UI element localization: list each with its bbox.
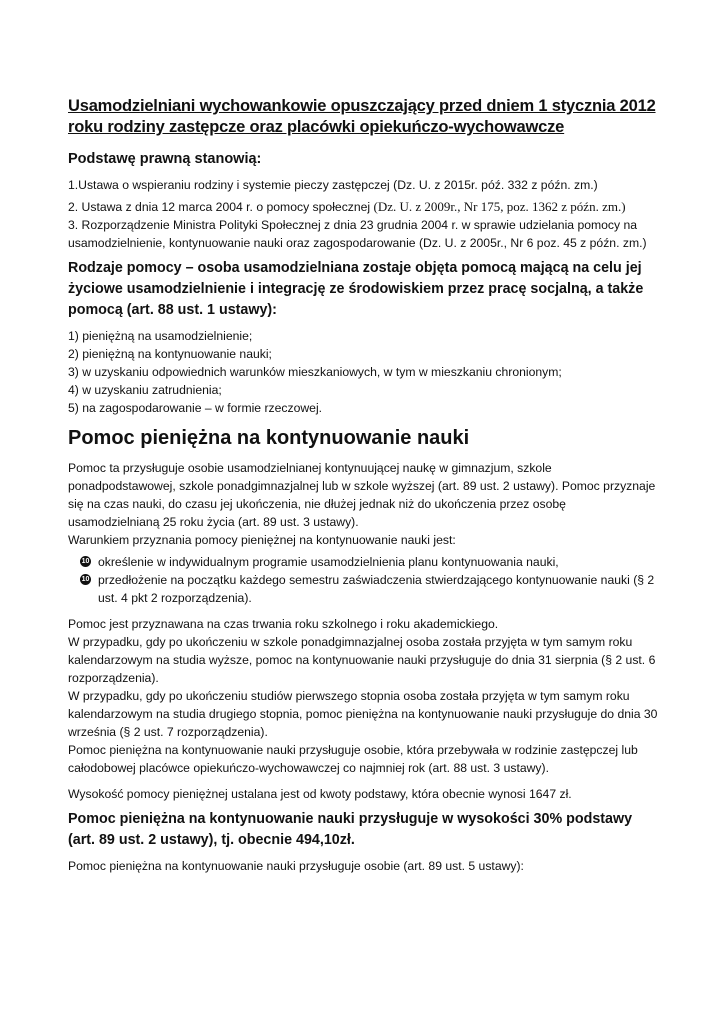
conditions-intro: Warunkiem przyznania pomocy pieniężnej na kontynuowanie nauki jest: bbox=[68, 533, 456, 547]
conditions-list bbox=[68, 553, 658, 607]
document-title: Usamodzielniani wychowankowie opuszczający przed dniem 1 stycznia 2012 roku rodziny zastępcze oraz placówki opiekuńczo-wychowawcze bbox=[68, 97, 656, 136]
numbered-bullet-icon: 10 bbox=[81, 576, 90, 583]
paragraph-entitled: Pomoc pieniężna na kontynuowanie nauki przysługuje osobie (art. 89 ust. 5 ustawy): bbox=[68, 859, 524, 873]
condition-text: określenie w indywidualnym programie usamodzielnienia planu kontynuowania nauki, bbox=[98, 555, 559, 569]
list-item: 4) w uzyskaniu zatrudnienia; bbox=[68, 383, 222, 397]
document-page bbox=[68, 96, 658, 879]
paragraph-base-amount: Wysokość pomocy pieniężnej ustalana jest od kwoty podstawy, która obecnie wynosi 1647 zł. bbox=[68, 787, 572, 801]
paragraph-second-degree: W przypadku, gdy po ukończeniu studiów pierwszego stopnia osoba została przyjęta w tym samym roku kalendarzowym na studia drugiego stopnia, pomoc pieniężna na kontynuowanie nauki przysługuje do dnia 30 września (§ 2 ust. 7 rozporządzenia). bbox=[68, 689, 658, 739]
section-heading: Pomoc pieniężna na kontynuowanie nauki bbox=[68, 427, 470, 449]
types-list bbox=[68, 327, 658, 417]
legal-basis-item-2 bbox=[68, 198, 658, 216]
paragraph-first-degree: W przypadku, gdy po ukończeniu w szkole ponadgimnazjalnej osoba została przyjęta w tym samym roku kalendarzowym na studia wyższe, pomoc na kontynuowanie nauki przysługuje do dnia 31 sierpnia (§ 2 ust. 6 rozporządzenia). bbox=[68, 635, 656, 685]
amount-heading: Pomoc pieniężna na kontynuowanie nauki przysługuje w wysokości 30% podstawy (art. 89 ust. 2 ustawy), tj. obecnie 494,10zł. bbox=[68, 811, 633, 848]
legal-basis-item-1: 1.Ustawa o wspieraniu rodziny i systemie pieczy zastępczej (Dz. U. z 2015r. póź. 332 z późn. zm.) bbox=[68, 178, 598, 192]
list-item: 1) pieniężną na usamodzielnienie; bbox=[68, 329, 253, 343]
paragraph-eligibility: Pomoc pieniężna na kontynuowanie nauki przysługuje osobie, która przebywała w rodzinie zastępczej lub całodobowej placówce opiekuńczo-wychowawczej co najmniej rok (art. 88 ust. 3 ustawy). bbox=[68, 743, 638, 775]
list-item: 3) w uzyskaniu odpowiednich warunków mieszkaniowych, w tym w mieszkaniu chronionym; bbox=[68, 365, 562, 379]
list-item: 2) pieniężną na kontynuowanie nauki; bbox=[68, 347, 272, 361]
condition-text: przedłożenie na początku każdego semestru zaświadczenia stwierdzającego kontynuowanie nauki (§ 2 ust. 4 pkt 2 rozporządzenia). bbox=[98, 573, 655, 605]
numbered-bullet-icon: 10 bbox=[81, 558, 90, 565]
list-item bbox=[68, 553, 658, 571]
section-intro: Pomoc ta przysługuje osobie usamodzielnianej kontynuującej naukę w gimnazjum, szkole ponadpodstawowej, szkole ponadgimnazjalnej lub w szkole wyższej (art. 89 ust. 2 ustawy). Pomoc przyznaje się na czas nauki, do czasu jej ukończenia, nie dłużej jednak niż do ukończenia przez osobę usamodzielnianą 25 roku życia (art. 89 ust. 3 ustawy). bbox=[68, 461, 656, 529]
types-heading: Rodzaje pomocy – osoba usamodzielniana zostaje objęta pomocą mającą na celu jej życiowe usamodzielnienie i integrację ze środowiskiem przez pracę socjalną, a także pomocą (art. 88 ust. 1 ustawy): bbox=[68, 260, 644, 318]
legal-basis-heading: Podstawę prawną stanowią: bbox=[68, 151, 262, 167]
list-item: 5) na zagospodarowanie – w formie rzeczowej. bbox=[68, 401, 323, 415]
legal-basis-item-2-citation: (Dz. U. z 2009r., Nr 175, poz. 1362 z późn. zm.) bbox=[373, 199, 626, 214]
list-item bbox=[68, 571, 658, 607]
legal-basis-item-2-text: 2. Ustawa z dnia 12 marca 2004 r. o pomocy społecznej bbox=[68, 200, 374, 214]
legal-basis-item-3: 3. Rozporządzenie Ministra Polityki Społecznej z dnia 23 grudnia 2004 r. w sprawie udzielania pomocy na usamodzielnienie, kontynuowanie nauki oraz zagospodarowanie (Dz. U. z 2005r., Nr 6 poz. 45 z późn. zm.) bbox=[68, 218, 647, 250]
paragraph-duration: Pomoc jest przyznawana na czas trwania roku szkolnego i roku akademickiego. bbox=[68, 617, 499, 631]
